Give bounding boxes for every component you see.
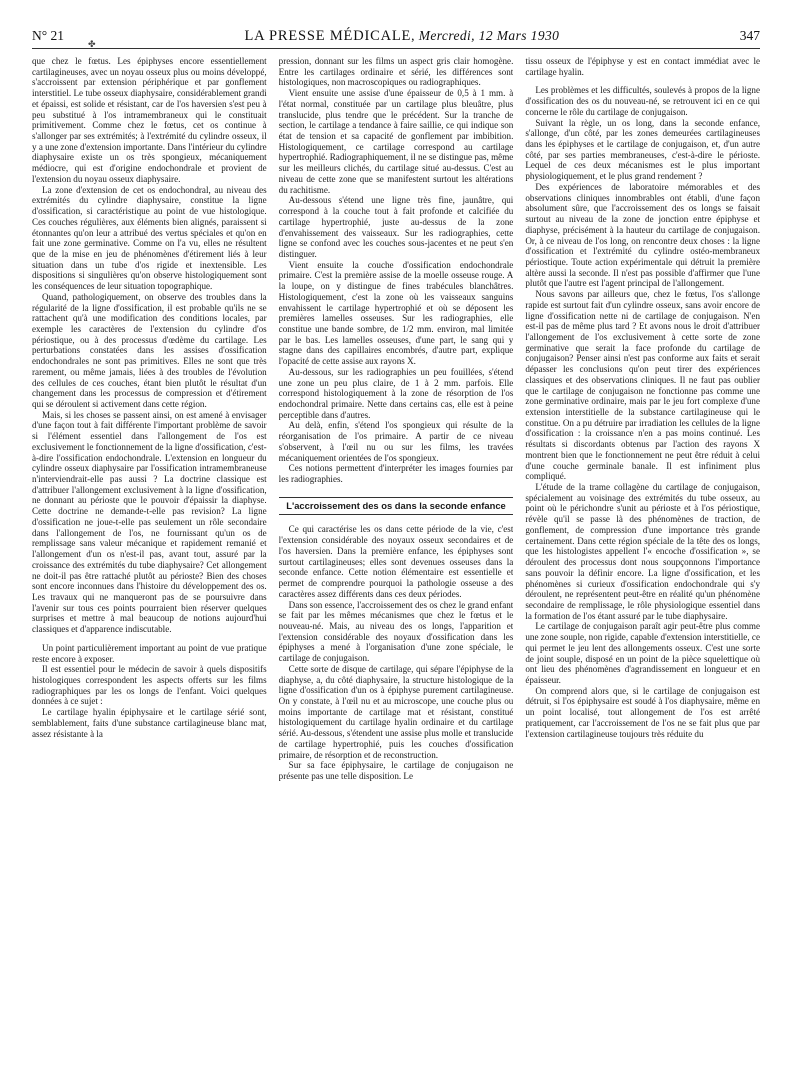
paragraph: Ce qui caractérise les os dans cette période de la vie, c'est l'extension considérable des noyaux osseux secondaires et de l'os haversien. Dans la première enfance, les épiphyses sont surtout cartilagineuses; elles sont devenues osseuses dans la seconde enfance. Cette notion élémentaire est essentielle et permet de comprendre pourquoi la pathologie osseuse a des caractères assez différents dans ces deux périodes.	[278, 524, 514, 599]
column-1	[32, 56, 267, 1074]
paragraph: Un point particulièrement important au point de vue pratique reste encore à exposer.	[32, 642, 267, 664]
paragraph: tissu osseux de l'épiphyse y est en contact immédiat avec le cartilage hyalin.	[525, 56, 761, 77]
paragraph: L'étude de la trame collagène du cartilage de conjugaison, spécialement au voisinage des extrémités du tube osseux, au point où le périchondre s'unit au périoste et à l'os périostique, révèle qu'il se passe là des phénomènes de traction, de gonflement, de compression d'une importance très grande certainement. Dans cette région spéciale de la tête des os longs, que les histologistes appellent l'« encoche d'ossification », se déroulent des processus dont nous soupçonnons l'importance sans pouvoir la définir encore. La ligne d'ossification, et les phénomènes si curieux d'ossification endochondrale qui s'y déroulent, ne représentent peut-être en réalité qu'un phénomène secondaire de remplissage, le rôle physiologique essentiel dans la formation de l'os étant assuré par le tube diaphysaire.	[525, 482, 761, 621]
paragraph: pression, donnant sur les films un aspect gris clair homogène. Entre les cartilages ordinaire et sérié, les différences sont histologiques, non macroscopiques ou radiographiques.	[278, 56, 514, 88]
paragraph: Suivant la règle, un os long, dans la seconde enfance, s'allonge, d'un côté, par les zones demeurées cartilagineuses dans les épiphyses et le cartilage de conjugaison, et, d'un autre côté, par ses parties membraneuses, c'est-à-dire le périoste. Lequel de ces deux mécanismes est le plus important physiologiquement, et le plus grand rendement ?	[525, 117, 761, 182]
paragraph: Le cartilage hyalin épiphysaire et le cartilage sérié sont, semblablement, faits d'une substance cartilagineuse blanc mat, assez résistante à la	[32, 707, 267, 739]
paragraph: La zone d'extension de cet os endochondral, au niveau des extrémités du cylindre diaphysaire, constitue la ligne d'ossification, si caractéristique au point de vue histologique. Ces couches régulières, aux éléments bien alignés, paraissent si étonnantes qu'on leur a attribué des vertus spéciales et qu'on en fait une zone germinative. Comme on l'a vu, elles ne résultent que de la mise en jeu de phénomènes d'étirement liés à leur situation dans un tube d'os rigide et inextensible. Les dispositions si singulières qu'on observe histologiquement sont les conséquences de leur situation topographique.	[32, 184, 267, 292]
column-2	[279, 56, 514, 1074]
paragraph: Ces notions permettent d'interpréter les images fournies par les radiographies.	[278, 463, 514, 485]
paragraph: Les problèmes et les difficultés, soulevés à propos de la ligne d'ossification des os du nouveau-né, se retrouvent ici en ce qui concerne le rôle du cartilage de conjugaison.	[525, 85, 761, 117]
page-header	[32, 28, 760, 48]
masthead	[245, 28, 560, 45]
section-heading: L'accroissement des os dans la seconde enfance	[279, 497, 514, 516]
paragraph: Mais, si les choses se passent ainsi, on est amené à envisager d'une façon tout à fait différente l'important problème de savoir si l'élément essentiel dans l'allongement de l'os est exclusivement le fonctionnement de la ligne d'ossification, c'est-à-dire l'ossification endochondrale. L'extension en longueur du cylindre osseux diaphysaire par l'ossification intramembraneuse n'interviendrait-elle pas aussi ? La doctrine classique est d'attribuer l'allongement exclusivement à la ligne d'ossification, ne donnant au périoste que le pouvoir d'épaissir la diaphyse. Cette doctrine ne demande-t-elle pas revision? La ligne d'ossification ne joue-t-elle pas seulement un rôle secondaire dans l'allongement de l'os, ne fournissant qu'un os de remplissage sans valeur mécanique et rapidement remanié et l'allongement d'un os n'est-il pas, avant tout, assuré par la croissance des extrémités du tube diaphysaire? Cet allongement ne doit-il pas être rattaché plutôt au périoste? Bien des choses sont encore inconnues dans l'histoire du développement des os. Les travaux qui ne manqueront pas de se poursuivre dans l'avenir sur tous ces points pourraient bien réserver quelques surprises et mettre à mal beaucoup de notions aujourd'hui classiques et d'apparence indiscutable.	[32, 409, 267, 635]
masthead-separator: ,	[411, 28, 419, 43]
printer-mark-icon: ✤	[88, 40, 96, 50]
paragraph: Nous savons par ailleurs que, chez le fœtus, l'os s'allonge rapide est surtout fait d'un cylindre osseux, sans avoir encore de ligne d'ossification nette ni de cartilage de conjugaison. N'en est-il pas de même plus tard ? Et avons nous le droit d'attribuer l'allongement de l'os exclusivement à cette sorte de zone germinative que serait la face profonde du cartilage de conjugaison? Penser ainsi n'est pas conforme aux faits et serait dépasser les conclusions qu'on peut tirer des expériences classiques et des observations cliniques. Il ne faut pas oublier que le cartilage de conjugaison ne fonctionne pas comme une zone germinative ordinaire, mais par le jeu fort complexe d'une extension interstitielle de la substance cartilagineuse qui le constitue. On a pu détruire par irradiation les cellules de la ligne d'ossification : la croissance n'en a pas moins continué. Les résultats si discordants obtenus par l'action des rayons X montrent bien que le fonctionnement ne peut être réduit à celui d'une couche germinale banale. Il est infiniment plus compliqué.	[525, 289, 761, 482]
paragraph: Quand, pathologiquement, on observe des troubles dans la régularité de la ligne d'ossification, il est probable qu'ils ne se rattachent qu'à une modification des conditions locales, par exemple les caractères de l'extension du cylindre d'os périostique, ou à des processus d'œdème du cartilage. Les perturbations constatées dans les assises d'ossification endochondrales ne sont pas primitives. Elles ne sont que très rarement, ou même jamais, liées à des troubles de l'évolution des cellules de ces couches, étant bien plutôt le résultat d'un changement dans les processus de compression et d'étirement qui se déroulent si activement dans cette région.	[32, 291, 267, 409]
page-number: 347	[739, 28, 760, 43]
article-columns	[32, 56, 760, 1074]
paragraph: Des expériences de laboratoire mémorables et des observations cliniques innombrables ont établi, d'une façon absolument sûre, que l'accroissement des os longs se faisait surtout au niveau de la zone de jonction entre épiphyse et diaphyse, précisément à la hauteur du cartilage de conjugaison. Or, à ce niveau de l'os long, on rencontre deux choses : la ligne d'ossification et l'extrémité du cylindre ostéo-membraneux périostique. Toute action expérimentale qui détruit la première altère aussi la seconde. Il n'est pas possible d'affirmer que l'une plutôt que l'autre est l'agent principal de l'allongement.	[525, 181, 761, 289]
paragraph: Au delà, enfin, s'étend l'os spongieux qui résulte de la réorganisation de l'os primaire. A partir de ce niveau s'observent, à l'œil nu ou sur les films, les travées mécaniquement orientées de l'os spongieux.	[278, 420, 514, 463]
paragraph: Le cartilage de conjugaison paraît agir peut-être plus comme une zone souple, non rigide, capable d'extension interstitielle, ce qui permet le jeu lent des allongements osseux. C'est une sorte de joint souple, disposé en un point de la pièce squelettique où ont lieu des phénomènes d'agrandissement en longueur et en épaisseur.	[525, 621, 761, 685]
paragraph: On comprend alors que, si le cartilage de conjugaison est détruit, si l'os épiphysaire est soudé à l'os diaphysaire, même en un point localisé, tout allongement de l'os est arrêté pratiquement, car l'accroissement de l'os ne se fait plus que par l'extension cartilagineuse toujours très réduite du	[525, 685, 761, 739]
paragraph: Vient ensuite la couche d'ossification endochondrale primaire. C'est la première assise de la moelle osseuse rouge. A la loupe, on y distingue de fines trabécules blanchâtres. Histologiquement, c'est la zone où les vaisseaux sanguins envahissent le cartilage hypertrophié et où se déposent les premières lamelles osseuses. Sur les radiographies, elle constitue une bande sombre, de 1/2 mm. environ, mal limitée par le bas. Les lamelles osseuses, d'une part, le sang qui y stagne dans des capillaires encombrés, d'autre part, explique l'opacité de cette assise aux rayons X.	[278, 259, 514, 367]
paragraph: Cette sorte de disque de cartilage, qui sépare l'épiphyse de la diaphyse, a, du côté diaphysaire, la structure histologique de la ligne d'ossification d'un os à épiphyse purement cartilagineuse. On y constate, à l'œil nu et au microscope, une couche plus ou moins importante de cartilage mat et résistant, constitué histologiquement du cartilage hyalin ordinaire et du cartilage sérié. Au-dessous, s'étendent une assise plus molle et translucide de cartilage hypertrophié, puis les couches d'ossification primaire, de résorption et de reconstruction.	[278, 663, 514, 760]
paragraph: que chez le fœtus. Les épiphyses encore essentiellement cartilagineuses, avec un noyau osseux plus ou moins développé, s'accroissent par extension périphérique et par gonflement interstitiel. Le tube osseux diaphysaire, considérablement grandi et épaissi, est solide et résistant, car de l'os haversien s'est peu à peu substitué à l'os intramembraneux qui le constituait primitivement. Comme chez le fœtus, cet os continue à s'allonger par ses extrémités; à l'extrémité du cylindre osseux, il y a une zone d'extension importante. Dans l'intérieur du cylindre diaphysaire existe un os très spongieux, mécaniquement médiocre, qui est d'origine endochondrale et provient de l'extension du noyau osseux diaphysaire.	[32, 56, 267, 184]
paragraph: Au-dessous s'étend une ligne très fine, jaunâtre, qui correspond à la couche tout à fait profonde et calcifiée du cartilage hypertrophié, juste au-dessus de la zone d'envahissement des vaisseaux. Sur les radiographies, cette ligne se confond avec les couches sous-jacentes et ne peut s'en distinguer.	[278, 195, 514, 259]
paragraph: Au-dessous, sur les radiographies un peu fouillées, s'étend une zone un peu plus claire, de 1 à 2 mm. parfois. Elle correspond histologiquement à la zone de résorption de l'os endochondral primaire. Nette dans certains cas, elle est à peine perceptible dans d'autres.	[278, 366, 514, 420]
paragraph: Il est essentiel pour le médecin de savoir à quels dispositifs histologiques correspondent les aspects offerts sur les films radiographiques par les os longs de l'enfant. Voici quelques données à ce sujet :	[32, 664, 267, 707]
paragraph: Sur sa face épiphysaire, le cartilage de conjugaison ne présente pas une telle disposition. Le	[278, 760, 514, 781]
issue-date: Mercredi, 12 Mars 1930	[418, 28, 560, 43]
journal-title: LA PRESSE MÉDICALE	[244, 28, 412, 44]
paragraph: Dans son essence, l'accroissement des os chez le grand enfant se fait par les mêmes mécanismes que chez le fœtus et le nouveau-né. Mais, au niveau des os longs, l'apparition et l'extension considérable des noyaux d'ossification dans les épiphyses a mené à l'organisation d'une zone spéciale, le cartilage de conjugaison.	[278, 599, 514, 664]
column-3	[525, 56, 760, 1074]
issue-number: N° 21	[32, 28, 65, 43]
header-rule	[32, 48, 760, 49]
paragraph: Vient ensuite une assise d'une épaisseur de 0,5 à 1 mm. à l'état normal, constituée par un cartilage plus bleuâtre, plus translucide, plus tendre que le précédent. Sur la tranche de section, le cartilage a tendance à faire saillie, ce qui indique son état de tension et sa capacité de gonflement par imbibition. Histologiquement, ce cartilage correspond au cartilage hypertrophié. Radiographiquement, il ne se distingue pas, même sur les meilleurs clichés, du cartilage situé au-dessus. C'est au niveau de cette zone que se manifestent surtout les altérations du rachitisme.	[278, 88, 514, 195]
